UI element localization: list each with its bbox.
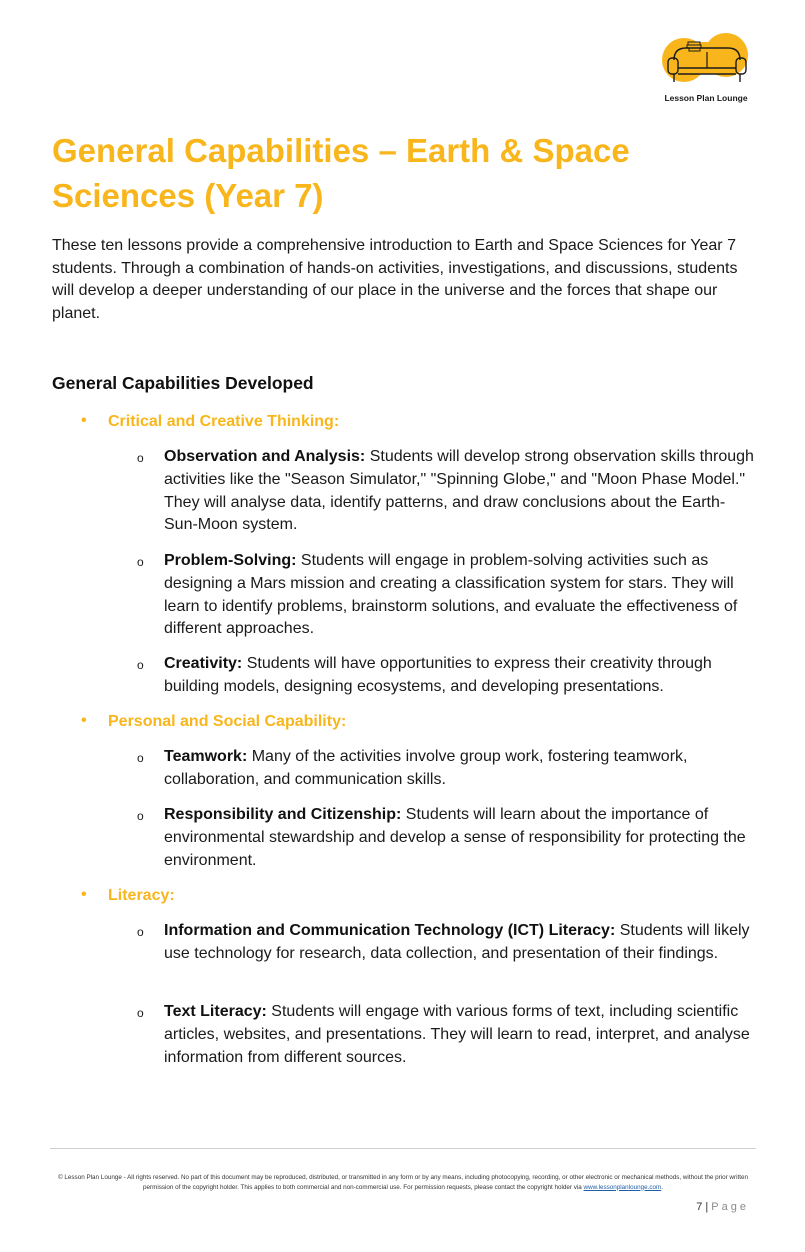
capability-heading: [81, 412, 340, 431]
capability-heading: [81, 886, 175, 905]
list-item: [137, 920, 756, 966]
circle-bullet-icon: o: [137, 751, 144, 765]
item-title: Information and Communication Technology (ICT) Literacy:: [164, 922, 616, 939]
list-item: [137, 804, 756, 872]
item-text: Students will develop strong observation skills through activities like the "Season Simulator," "Spinning Globe," and "Moon Phase Model." They will analyse data, identify patterns, and draw conclusions about the Earth-Sun-Moon system.: [164, 448, 754, 534]
item-text: Students will engage with various forms of text, including scientific articles, websites, and presentations. They will learn to read, interpret, and analyse information from different sources.: [164, 1003, 750, 1066]
list-item: [137, 653, 756, 699]
capability-heading: [81, 712, 347, 731]
page-number: [696, 1201, 749, 1213]
intro-paragraph: These ten lessons provide a comprehensive introduction to Earth and Space Sciences for Year 7 students. Through a combination of hands-on activities, investigations, and discussions, students will develop a deeper understanding of our place in the universe and the forces that shape our planet.: [52, 237, 738, 323]
item-text: Students will learn about the importance of environmental stewardship and develop a sense of responsibility for protecting the environment.: [164, 806, 746, 869]
circle-bullet-icon: o: [137, 1006, 144, 1020]
bullet-icon: •: [81, 712, 87, 729]
link-suffix: .: [661, 1183, 663, 1191]
list-item: [137, 746, 756, 792]
item-text: Students will engage in problem-solving activities such as designing a Mars mission and creating a classification system for stars. They will learn to identify problems, brainstorm solutions, and evaluate the effectiveness of different approaches.: [164, 552, 738, 638]
bullet-icon: •: [81, 412, 87, 429]
logo: [658, 30, 754, 104]
circle-bullet-icon: o: [137, 925, 144, 939]
list-item: [137, 446, 756, 537]
bullet-icon: •: [81, 886, 87, 903]
page-title: General Capabilities – Earth & Space Sciences (Year 7): [52, 132, 630, 214]
capability-label: Personal and Social Capability:: [108, 713, 347, 730]
item-title: Text Literacy:: [164, 1003, 267, 1020]
list-item: [137, 1001, 756, 1069]
item-title: Creativity:: [164, 655, 243, 672]
page-number-value: 7: [696, 1201, 703, 1213]
website-link[interactable]: www.lessonplanlounge.com: [583, 1183, 662, 1191]
section-heading: General Capabilities Developed: [52, 373, 314, 393]
item-text: Many of the activities involve group work, fostering teamwork, collaboration, and communication skills.: [164, 748, 688, 788]
page-separator: |: [705, 1201, 709, 1213]
logo-text: Lesson Plan Lounge: [664, 93, 748, 103]
footer-copyright: [55, 1173, 751, 1192]
circle-bullet-icon: o: [137, 451, 144, 465]
item-title: Observation and Analysis:: [164, 448, 366, 465]
copyright-text: © Lesson Plan Lounge - All rights reserved. No part of this document may be reproduced, distributed, or transmitted in any form or by any means, including photocopying, recording, or other electronic or mechanical methods, without the prior written permission of the copyright holder. This applies to both commercial and non-commercial use. For permission requests, please contact the copyright holder via: [58, 1174, 748, 1191]
circle-bullet-icon: o: [137, 555, 144, 569]
list-item: [137, 550, 756, 641]
item-title: Problem-Solving:: [164, 552, 297, 569]
circle-bullet-icon: o: [137, 658, 144, 672]
circle-bullet-icon: o: [137, 809, 144, 823]
page-word: Page: [711, 1201, 749, 1213]
item-text: Students will likely use technology for research, data collection, and presentation of their findings.: [164, 922, 750, 962]
footer-divider: [50, 1148, 756, 1149]
item-text: Students will have opportunities to express their creativity through building models, designing ecosystems, and developing presentations.: [164, 655, 712, 695]
capability-label: Literacy:: [108, 887, 175, 904]
item-title: Responsibility and Citizenship:: [164, 806, 402, 823]
capability-label: Critical and Creative Thinking:: [108, 413, 340, 430]
sofa-logo-icon: [660, 30, 752, 92]
item-title: Teamwork:: [164, 748, 248, 765]
